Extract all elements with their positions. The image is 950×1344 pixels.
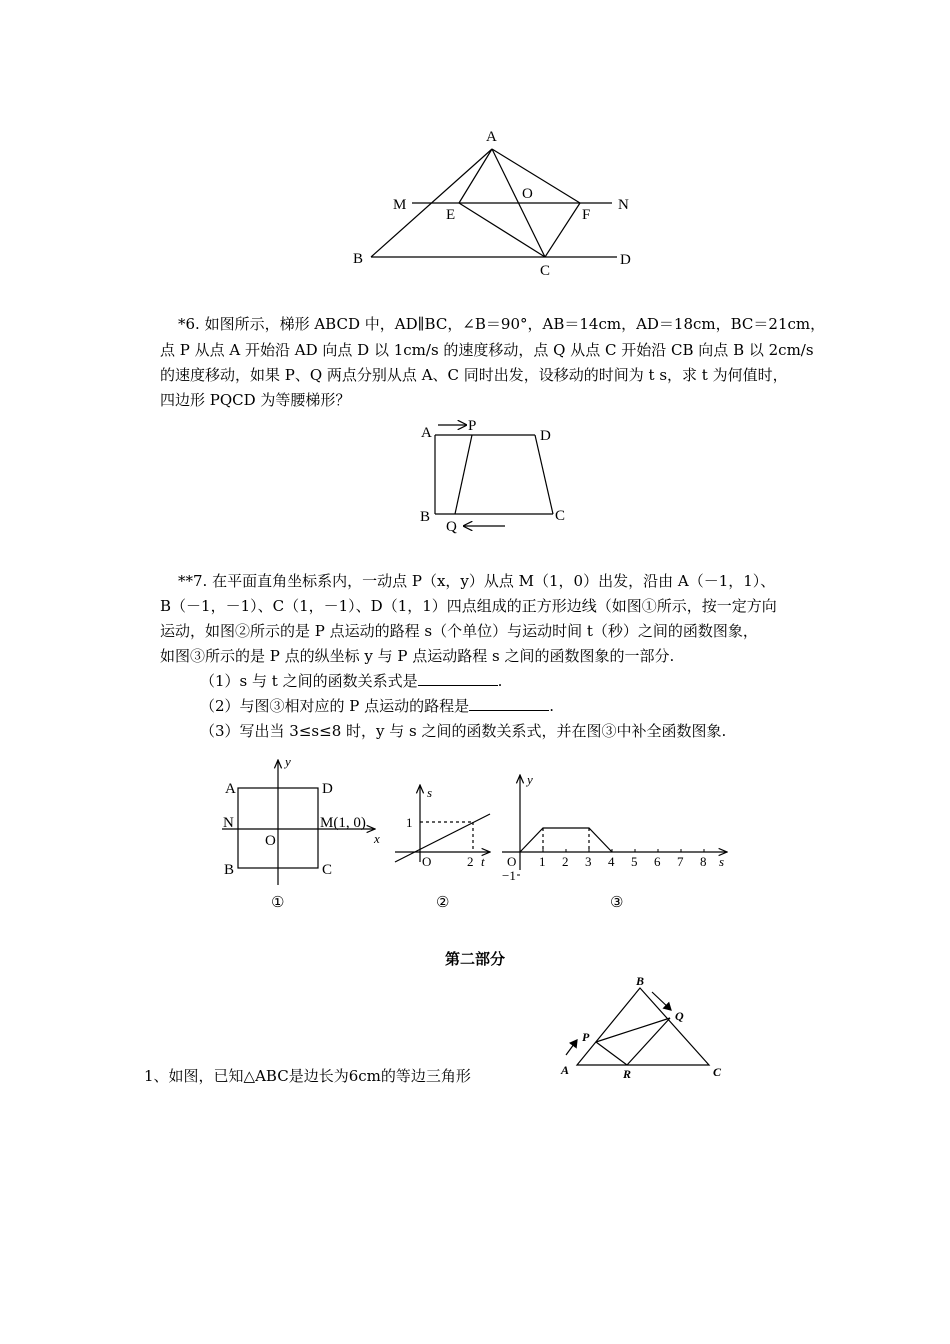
q7-sub2-end: . xyxy=(549,697,554,715)
line-fc xyxy=(545,203,580,257)
g3-tick-label: 7 xyxy=(677,854,684,869)
eq-label-r: R xyxy=(623,1067,632,1081)
q7-line4: 如图③所示的是 P 点的纵坐标 y 与 P 点运动路程 s 之间的函数图象的一部分. xyxy=(160,647,675,665)
q7-line3: 运动，如图②所示的是 P 点运动的路程 s（个单位）与运动时间 t（秒）之间的函数图象， xyxy=(160,622,758,640)
sq-label-n: N xyxy=(223,815,234,831)
trap-label-a: A xyxy=(421,425,432,441)
g3-label-o: O xyxy=(507,854,517,869)
label-c: C xyxy=(540,263,551,279)
g2-label-o: O xyxy=(422,854,432,869)
g3-tick-label: 2 xyxy=(562,854,569,869)
g3-tick-label: 1 xyxy=(539,854,546,869)
line-ec xyxy=(459,203,545,257)
line-ac xyxy=(492,149,545,257)
square xyxy=(238,788,318,868)
trap-dc xyxy=(535,435,553,514)
line-pq xyxy=(596,1018,670,1042)
trap-label-b: B xyxy=(420,509,431,525)
q6-line4: 四边形 PQCD 为等腰梯形？ xyxy=(160,391,351,409)
q7-sub1-text: （1）s 与 t 之间的函数关系式是 xyxy=(200,672,418,690)
q7-sub3: （3）写出当 3≤s≤8 时，y 与 s 之间的函数关系式，并在图③中补全函数图象. xyxy=(200,722,727,740)
label-n: N xyxy=(618,197,629,213)
q7-sub2-text: （2）与图③相对应的 P 点运动的路程是 xyxy=(200,697,470,715)
eq-label-a: A xyxy=(561,1063,570,1077)
q6-line2: 点 P 从点 A 开始沿 AD 向点 D 以 1cm/s 的速度移动，点 Q 从点 C 开始沿 CB 向点 B 以 2cm/s xyxy=(160,341,814,359)
q7-sub2 xyxy=(200,696,554,717)
g3-tick-label: 6 xyxy=(654,854,661,869)
g3-tick-label: 3 xyxy=(585,854,592,869)
sq-label-y: y xyxy=(285,754,291,769)
label-d: D xyxy=(620,252,631,268)
line-ab xyxy=(371,149,492,257)
trap-label-q: Q xyxy=(446,519,457,535)
g3-tick-label: 4 xyxy=(608,854,615,869)
q7-sub1 xyxy=(200,671,502,692)
sq-label-o: O xyxy=(265,833,276,849)
line-qr xyxy=(627,1018,670,1065)
eq-label-p: P xyxy=(582,1030,590,1044)
label-m: M xyxy=(393,197,407,213)
q6-line3: 的速度移动，如果 P、Q 两点分别从点 A、C 同时出发，设移动的时间为 t s，求 t 为何值时， xyxy=(160,366,788,384)
caption-1: ① xyxy=(271,895,285,911)
answer-blank-2[interactable] xyxy=(469,696,549,711)
sq-label-m: M(1, 0) xyxy=(320,815,366,831)
sq-label-c: C xyxy=(322,862,333,878)
sq-label-x: x xyxy=(374,831,380,846)
trap-label-d: D xyxy=(540,428,551,444)
arrow-p-dir xyxy=(566,1040,577,1055)
q7-line1: **7. 在平面直角坐标系内，一动点 P（x，y）从点 M（1，0）出发，沿由 A（－1，1）、 xyxy=(178,572,776,590)
caption-2: ② xyxy=(436,895,450,911)
triangle-abc xyxy=(577,988,709,1065)
q7-sub1-end: . xyxy=(497,672,503,690)
answer-blank-1[interactable] xyxy=(418,671,498,686)
label-e: E xyxy=(446,207,456,223)
g3-tick-label: 5 xyxy=(631,854,638,869)
trap-label-p: P xyxy=(468,418,477,434)
caption-3: ③ xyxy=(610,895,624,911)
q7-line2: B（－1，－1）、C（1，－1）、D（1，1）四点组成的正方形边线（如图①所示，按一定方向 xyxy=(160,597,777,615)
g2-label-s: s xyxy=(427,785,433,800)
eq-label-q: Q xyxy=(675,1009,684,1023)
eq-label-b: B xyxy=(636,974,645,988)
eq-label-c: C xyxy=(713,1065,722,1079)
g3-label-y: y xyxy=(527,772,533,787)
g2-label-1: 1 xyxy=(406,815,413,830)
arrow-q-dir xyxy=(652,992,671,1010)
g3-label-s: s xyxy=(719,854,725,869)
part2-q1: 1、如图，已知△ABC是边长为6cm的等边三角形 xyxy=(144,1067,471,1085)
label-a: A xyxy=(486,129,497,145)
g3-graph-line xyxy=(520,828,612,852)
g3-tick-label: 8 xyxy=(700,854,707,869)
g2-label-2: 2 xyxy=(467,854,474,869)
line-ae xyxy=(459,149,492,203)
sq-label-b: B xyxy=(224,862,235,878)
label-f: F xyxy=(582,207,591,223)
g2-line xyxy=(395,814,490,862)
line-pr xyxy=(596,1042,627,1065)
trap-label-c: C xyxy=(555,508,566,524)
q6-line1: *6. 如图所示，梯形 ABCD 中，AD∥BC，∠B＝90°，AB＝14cm，AD＝18cm，BC＝21cm， xyxy=(178,315,826,333)
sq-label-d: D xyxy=(322,781,333,797)
label-b: B xyxy=(353,251,364,267)
part2-title: 第二部分 xyxy=(444,950,505,968)
g3-label-neg1: −1 xyxy=(502,868,516,883)
sq-label-a: A xyxy=(225,781,236,797)
label-o: O xyxy=(522,186,533,202)
trap-pq xyxy=(455,435,472,514)
line-af xyxy=(492,149,580,203)
g2-label-t: t xyxy=(481,854,485,869)
